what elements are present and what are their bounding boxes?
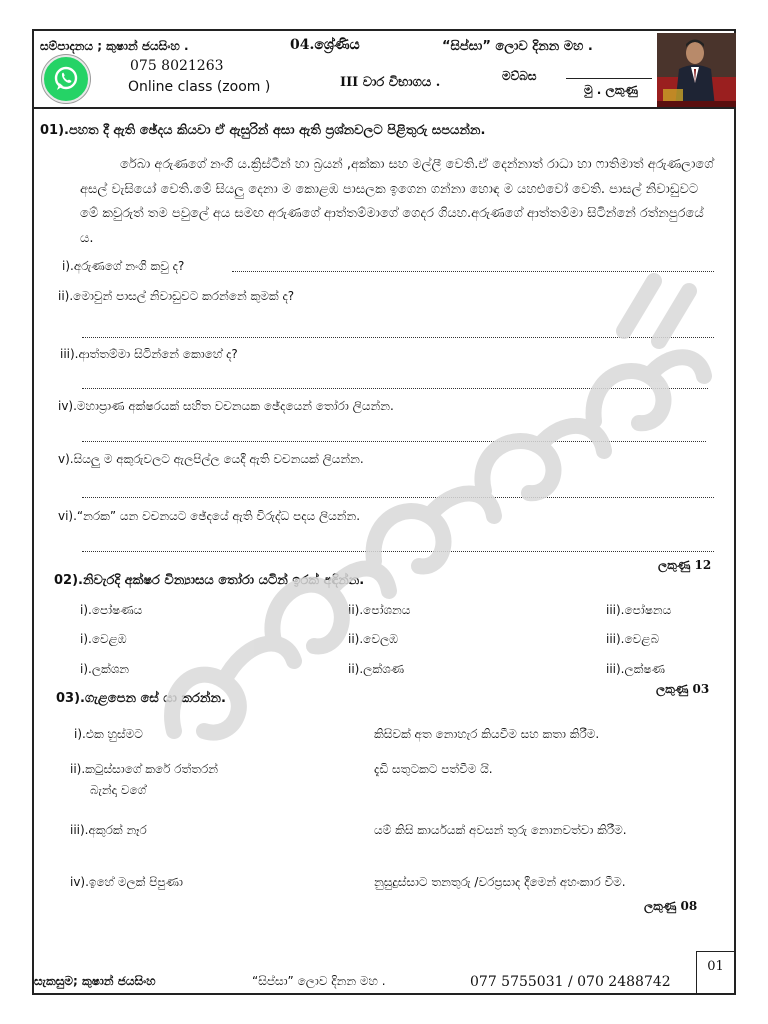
q1-item-4: iv).මහාප්‍රාණ අක්ෂරයක් සහිත වචනයක ඡේදයෙන් තෝරා ලියන්න. <box>58 399 394 413</box>
q3-right-2: දැඩි සතුටකට පත්වීම යි. <box>374 762 493 776</box>
q1-passage: රේබා අරුණගේ නංගි ය.ක්‍රිස්ටීන් හා බ්‍රයන් ,අක්කා සහ මල්ලී වෙති.ඒ දෙන්නාත් රාධා හා ෆාතිමාත් අරුණලාගේ අසල් වැසියෝ වෙති.මේ සියලු දෙනා ම කොළඹ පාසලක ඉගෙන ගන්නා හොඳ ම යහළුවෝ වෙති. පාසල් නිවාඩුවට මේ කවුරුත් තම පවුලේ අය සමඟ අරුණගේ ආත්තම්මාගේ ගෙදර ගියහ.අරුණගේ ආත්තම්මා සිටින්නේ රත්නපුරයේ ය. <box>80 157 714 246</box>
teacher-photo <box>657 33 736 107</box>
q3-left-2b: බැන්දා වගේ <box>90 783 147 797</box>
subject-label: මව්බස <box>502 69 537 83</box>
q2-option[interactable]: ii).වෙලඹ <box>348 632 399 646</box>
q3-right-3: යම් කිසි කාර්යයක් අවසන් තුරු නොනවත්වා කිරීම. <box>374 823 627 837</box>
q2-option[interactable]: ii).පෝශනය <box>348 603 411 617</box>
whatsapp-icon <box>42 55 90 103</box>
page-number-box <box>696 951 734 993</box>
q3-left-1: i).එක හුස්මට <box>74 727 143 741</box>
footer-series: “සිප්සා” ලොව දිනන මහ . <box>252 974 386 988</box>
online-class-label: Online class (zoom ) <box>128 79 271 95</box>
phone-number: 075 8021263 <box>130 58 224 74</box>
q3-left-4: iv).ඉහේ මලක් පිපුණා <box>70 875 183 889</box>
q3-right-4: නුසුදුස්සාට තනතුරු /වරප්‍රසාද දීමෙන් අහංකාර වීම. <box>374 875 626 889</box>
answer-line-5[interactable] <box>82 497 714 498</box>
q2-option[interactable]: iii).ලක්ෂණ <box>606 662 665 676</box>
q1-item-2: ii).මොවුන් පාසල් නිවාඩුවට කරන්නේ කුමක් ද? <box>58 289 295 303</box>
q2-option[interactable]: iii).පෝෂනය <box>606 603 672 617</box>
answer-line-1[interactable] <box>232 271 714 272</box>
answer-line-6[interactable] <box>82 551 714 552</box>
series-label: “සිප්සා” ලොව දිනන මහ . <box>442 39 593 54</box>
term-label: III වාර විභාගය . <box>340 75 441 90</box>
worksheet-page <box>32 29 736 995</box>
q1-item-3: iii).ආත්තම්මා සිටින්නේ කොහේ ද? <box>60 347 238 361</box>
q3-marks: ලකුණු 08 <box>644 899 698 913</box>
q1-item-1: i).අරුණගේ නංගි කවු ද? <box>62 259 185 273</box>
q2-title: 02).නිවැරදි අක්ෂර වින්‍යාසය තෝරා යටින් ඉරක් අඳින්න. <box>54 573 365 588</box>
q1-item-5: v).සියලු ම අකුරුවලට ඇලපිල්ල යෙදී ඇති වචනයක් ලියන්න. <box>58 452 364 466</box>
grade-label: 04.ශ්‍රේණිය <box>290 37 360 53</box>
marks-label: මු . ලකුණු <box>584 83 638 97</box>
editor-label: සම්පාදනය ; කුෂාන් ජයසිංහ . <box>40 39 189 53</box>
q2-option[interactable]: i).ලක්ශන <box>80 662 130 676</box>
q2-option[interactable]: i).පෝෂණය <box>80 603 143 617</box>
answer-line-3[interactable] <box>82 388 708 389</box>
answer-line-2[interactable] <box>82 337 714 338</box>
footer-prepared: සැකසුම; කුෂාන් ජයසිංහ <box>34 974 156 988</box>
header-divider <box>34 107 734 109</box>
q2-option[interactable]: ii).ලක්ශණ <box>348 662 405 676</box>
q3-right-1: කිසිවක් අත නොහැර කියවීම සහ කතා කිරීම. <box>374 727 600 741</box>
page-number: 01 <box>707 959 724 974</box>
footer-phones: 077 5755031 / 070 2488742 <box>470 974 671 990</box>
q2-marks: ලකුණු 03 <box>656 682 710 696</box>
q2-option[interactable]: iii).වෙළබ <box>606 632 660 646</box>
q3-title: 03).ගැළපෙන සේ යා කරන්න. <box>56 691 226 706</box>
answer-line-4[interactable] <box>82 441 706 442</box>
q1-marks: ලකුණු 12 <box>658 558 712 572</box>
q3-left-3: iii).අකුරක් නෑර <box>70 823 147 837</box>
q1-item-6: vi).“නරක” යන වචනයට ඡේදයේ ඇති විරුද්ධ පදය ලියන්න. <box>58 509 361 523</box>
q2-option[interactable]: i).වෙළඹ <box>80 632 127 646</box>
q1-title: 01).පහත දී ඇති ඡේදය කියවා ඒ ඇසුරින් අසා ඇති ප්‍රශ්නවලට පිළිතුරු සපයන්න. <box>40 123 486 138</box>
q3-left-2: ii).කටුස්සාගේ කරේ රත්තරන් <box>70 762 219 776</box>
marks-divider <box>566 78 652 79</box>
